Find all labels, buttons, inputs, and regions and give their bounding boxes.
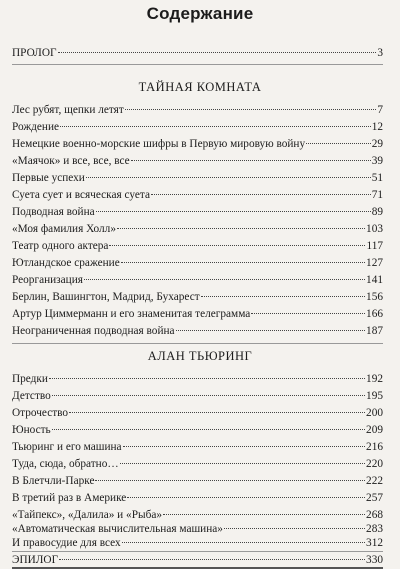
dot-leader [251,313,365,314]
entry-title: Берлин, Вашингтон, Мадрид, Бухарест [12,291,200,303]
divider [12,343,383,344]
entry-page: 192 [366,373,383,385]
divider [12,551,383,552]
toc-entry [12,522,383,536]
toc-entry [12,389,383,403]
dot-leader [52,429,365,430]
entry-page: 209 [366,424,383,436]
entry-page: 166 [366,308,383,320]
entry-page: 51 [371,172,383,184]
dot-leader [151,194,371,195]
entry-page: 117 [366,240,383,252]
dot-leader [163,514,365,515]
dot-leader [224,528,365,529]
toc-entry [12,137,383,151]
entry-title: Первые успехи [12,172,85,184]
dot-leader [117,228,365,229]
entry-page: 330 [366,554,383,566]
toc-entry [12,307,383,321]
entry-title: «Автоматическая вычислительная машина» [12,523,223,535]
dot-leader [49,378,365,379]
toc-entry [12,154,383,168]
dot-leader [52,395,365,396]
entry-page: 71 [371,189,383,201]
toc-entry [12,171,383,185]
entry-title: Юность [12,424,51,436]
toc-entry [12,508,383,522]
entry-title: Подводная война [12,206,95,218]
toc-entry [12,222,383,236]
entry-page: 29 [371,138,383,150]
entry-page: 103 [366,223,383,235]
entry-page: 7 [377,104,383,116]
entry-page: 195 [366,390,383,402]
section-heading: ТАЙНАЯ КОМНАТА [138,80,262,94]
toc-entry [12,406,383,420]
dot-leader [201,296,365,297]
entry-title: Суета сует и всяческая суета [12,189,150,201]
dot-leader [96,211,371,212]
toc-entry [12,536,383,550]
dot-leader [60,126,371,127]
dot-leader [306,143,371,144]
dot-leader [121,262,365,263]
toc-entry [12,440,383,454]
section-heading: АЛАН ТЬЮРИНГ [147,349,253,363]
entry-title: ПРОЛОГ [12,47,57,59]
toc-entry [12,457,383,471]
dot-leader [122,542,365,543]
dot-leader [58,52,377,53]
toc-entry [12,205,383,219]
dot-leader [95,480,365,481]
entry-page: 89 [371,206,383,218]
entry-page: 257 [366,492,383,504]
toc-entry [12,491,383,505]
dot-leader [125,109,377,110]
dot-leader [109,245,365,246]
entry-title: Немецкие военно-морские шифры в Первую мировую войну [12,138,306,150]
dot-leader [120,463,365,464]
entry-title: Детство [12,390,51,402]
entry-title: Ютландское сражение [12,257,120,269]
toc-entry [12,372,383,386]
entry-page: 39 [371,155,383,167]
entry-title: В Блетчли-Парке [12,475,95,487]
toc-entry [12,256,383,270]
toc-entry [12,188,383,202]
entry-title: Реорганизация [12,274,83,286]
page-title: Содержание [146,4,254,23]
entry-title: Отрочество [12,407,69,419]
toc-entry [12,290,383,304]
entry-title: Туда, сюда, обратно… [12,458,119,470]
entry-page: 216 [366,441,383,453]
entry-title: Театр одного актера [12,240,109,252]
divider [12,64,383,65]
toc-entry [12,423,383,437]
dot-leader [69,412,365,413]
entry-page: 12 [371,121,383,133]
entry-page: 141 [366,274,383,286]
entry-page: 187 [366,325,383,337]
dot-leader [86,177,371,178]
dot-leader [176,330,365,331]
entry-title: ЭПИЛОГ [12,554,59,566]
entry-page: 3 [377,47,383,59]
entry-page: 283 [366,523,383,535]
entry-title: Лес рубят, щепки летят [12,104,124,116]
entry-title: «Маячок» и все, все, все [12,155,130,167]
dot-leader [127,497,365,498]
toc-entry [12,120,383,134]
entry-page: 268 [366,509,383,521]
toc-entry-epilogue [12,553,383,567]
entry-page: 127 [366,257,383,269]
entry-title: «Моя фамилия Холл» [12,223,116,235]
toc-entry [12,239,383,253]
entry-page: 200 [366,407,383,419]
entry-title: Тьюринг и его машина [12,441,122,453]
toc-entry [12,324,383,338]
entry-page: 220 [366,458,383,470]
entry-title: Рождение [12,121,60,133]
entry-title: «Тайпекс», «Далила» и «Рыба» [12,509,162,521]
dot-leader [123,446,365,447]
entry-page: 312 [366,537,383,549]
entry-title: И правосудие для всех [12,537,121,549]
entry-page: 222 [366,475,383,487]
entry-title: В третий раз в Америке [12,492,127,504]
dot-leader [84,279,365,280]
entry-title: Предки [12,373,48,385]
toc-entry [12,474,383,488]
dot-leader [59,559,365,560]
entry-title: Артур Циммерманн и его знаменитая телеграмма [12,308,251,320]
entry-page: 156 [366,291,383,303]
entry-title: Неограниченная подводная война [12,325,175,337]
toc-entry [12,103,383,117]
toc-entry-prologue [12,46,383,60]
dot-leader [131,160,371,161]
toc-entry [12,273,383,287]
